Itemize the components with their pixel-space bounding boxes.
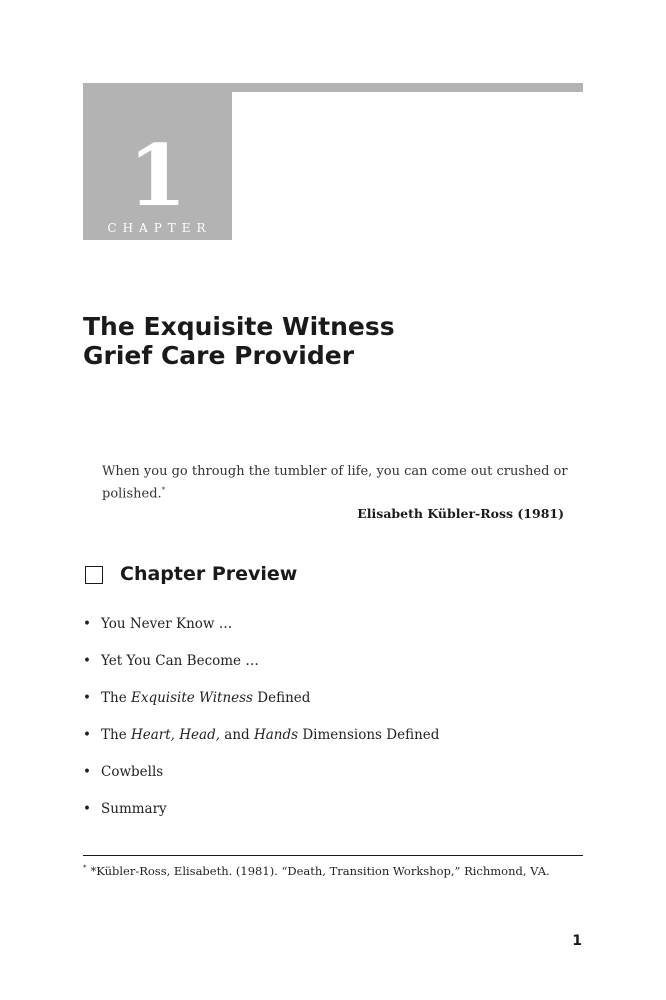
chapter-title-line-1: The Exquisite Witness [83,312,395,341]
chapter-preview-heading: Chapter Preview [120,563,298,585]
epigraph-text: When you go through the tumbler of life, you can come out crushed or polished. [102,464,568,502]
chapter-preview-list [83,614,583,836]
preview-item-text: Cowbells [101,764,164,780]
chapter-top-rule [83,83,583,92]
chapter-number-block [83,92,232,240]
footnote-divider [83,855,583,856]
bullet-icon: • [83,801,91,817]
footnote [83,860,583,879]
preview-item-italic-text: Hands [253,727,299,743]
preview-item-text: and [220,727,254,743]
preview-item-italic-text: Heart, Head, [130,727,220,743]
chapter-number: 1 [128,126,187,225]
preview-list-item [83,762,583,799]
preview-list-item [83,799,583,836]
epigraph-attribution: Elisabeth Kübler-Ross (1981) [357,506,564,521]
preview-item-text: The [101,727,131,743]
epigraph-footnote-marker: * [161,486,166,494]
preview-list-item [83,651,583,688]
bullet-icon: • [83,690,91,706]
preview-item-text: Defined [252,690,311,706]
epigraph-quote [102,463,572,503]
footnote-text: *Kübler-Ross, Elisabeth. (1981). “Death, Transition Workshop,” Richmond, VA. [90,863,550,878]
checkbox-square-icon [85,566,103,584]
chapter-title [83,312,603,370]
bullet-icon: • [83,727,91,743]
chapter-title-line-2: Grief Care Provider [83,341,355,370]
preview-item-text: Dimensions Defined [298,727,440,743]
bullet-icon: • [83,653,91,669]
preview-list-item [83,614,583,651]
preview-item-text: The [101,690,131,706]
page-number: 1 [572,933,582,949]
preview-item-text: Yet You Can Become … [101,653,259,669]
preview-list-item [83,688,583,725]
bullet-icon: • [83,764,91,780]
preview-item-text: Summary [101,801,167,817]
preview-item-italic-text: Exquisite Witness [130,690,253,706]
bullet-icon: • [83,616,91,632]
preview-item-text: You Never Know … [101,616,233,632]
footnote-marker: * [83,864,87,872]
chapter-label: CHAPTER [107,221,212,235]
preview-list-item [83,725,583,762]
